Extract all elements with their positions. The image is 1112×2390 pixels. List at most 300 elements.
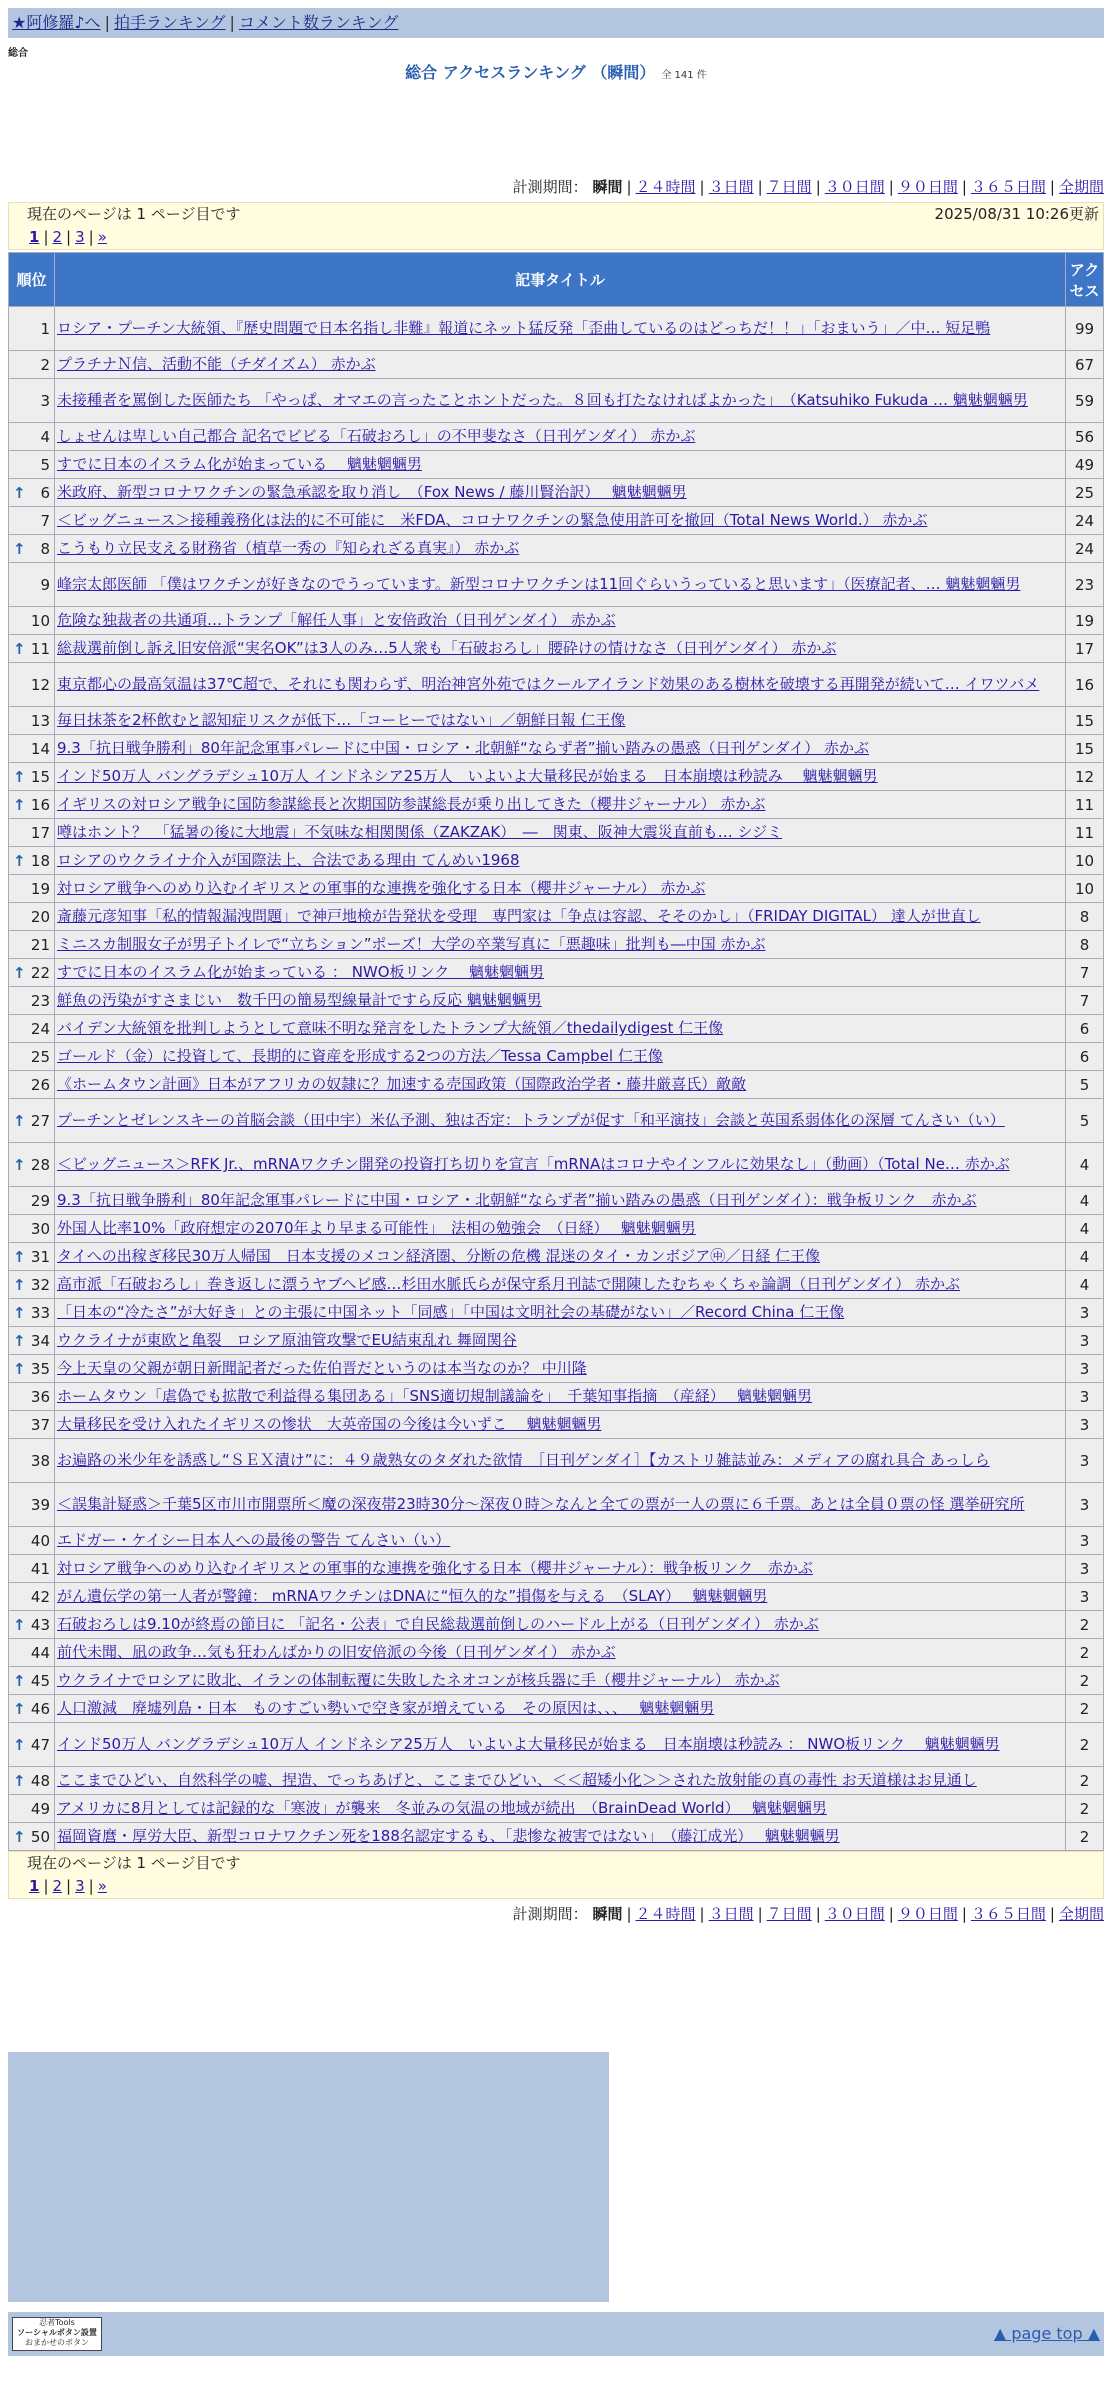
title-cell xyxy=(55,307,1066,351)
article-link[interactable]: 外国人比率10%「政府想定の2070年より早まる可能性」 法相の勉強会 （日経） 魑魅魍魎男 xyxy=(57,1219,696,1237)
ranking-table xyxy=(8,252,1104,1851)
table-row xyxy=(9,1099,1104,1143)
table-row xyxy=(9,1215,1104,1243)
rank-cell xyxy=(9,563,55,607)
period-24h-link[interactable]: ２４時間 xyxy=(635,1905,696,1923)
access-count: 17 xyxy=(1066,635,1104,663)
title-cell xyxy=(55,535,1066,563)
access-count: 3 xyxy=(1066,1411,1104,1439)
title-cell xyxy=(55,379,1066,423)
access-count: 56 xyxy=(1066,423,1104,451)
table-row xyxy=(9,607,1104,635)
rank-cell xyxy=(9,931,55,959)
rank-cell xyxy=(9,1071,55,1099)
rank-cell xyxy=(9,351,55,379)
article-link[interactable]: 9.3「抗日戦争勝利」80年記念軍事パレードに中国・ロシア・北朝鮮“ならず者”揃い踏みの愚惑（日刊ゲンダイ） 赤かぶ xyxy=(57,739,870,757)
rank-up-arrow-icon: ↑ xyxy=(13,483,26,502)
rank-cell xyxy=(9,1143,55,1187)
title-cell xyxy=(55,1723,1066,1767)
rank-cell xyxy=(9,819,55,847)
access-count: 4 xyxy=(1066,1243,1104,1271)
ad-placeholder[interactable] xyxy=(8,2052,609,2302)
pager-separator: | xyxy=(43,1877,49,1895)
title-cell xyxy=(55,1243,1066,1271)
article-link[interactable]: 危険な独裁者の共通項…トランプ「解任人事」と安倍政治（日刊ゲンダイ） 赤かぶ xyxy=(57,611,616,629)
article-link[interactable]: お遍路の米少年を誘惑し“ＳＥＸ漬け”に：４９歳熟女のタダれた欲情 ［日刊ゲンダイ］【カストリ雑誌並み：メディアの腐れ具合 あっしら xyxy=(57,1451,990,1469)
title-cell xyxy=(55,1767,1066,1795)
access-count: 10 xyxy=(1066,875,1104,903)
title-cell xyxy=(55,479,1066,507)
period-separator: | xyxy=(888,1905,894,1923)
article-link[interactable]: 噂はホント？ 「猛暑の後に大地震」不気味な相関関係（ZAKZAK） ― 関東、阪神大震災直前も… シジミ xyxy=(57,823,783,841)
page-link-current: 1 xyxy=(29,228,40,246)
article-link[interactable]: ＜ビッグニュース＞接種義務化は法的に不可能に 米FDA、コロナワクチンの緊急使用許可を撤回（Total News World.） 赤かぶ xyxy=(57,511,928,529)
title-cell xyxy=(55,987,1066,1015)
rank-number: 31 xyxy=(30,1247,50,1266)
rank-number: 46 xyxy=(30,1699,50,1718)
access-count: 3 xyxy=(1066,1383,1104,1411)
rank-cell xyxy=(9,1639,55,1667)
period-24h-link[interactable]: ２４時間 xyxy=(635,178,696,196)
article-link[interactable]: ホームタウン「虐偽でも拡散で利益得る集団ある」「SNS適切規制議論を」 千葉知事指摘 （産経） 魑魅魍魎男 xyxy=(57,1387,813,1405)
title-cell xyxy=(55,903,1066,931)
rank-cell xyxy=(9,763,55,791)
title-cell xyxy=(55,1383,1066,1411)
table-row xyxy=(9,451,1104,479)
table-row xyxy=(9,1723,1104,1767)
table-row xyxy=(9,479,1104,507)
access-count: 49 xyxy=(1066,451,1104,479)
period-separator: | xyxy=(1049,178,1055,196)
title-cell xyxy=(55,931,1066,959)
access-count: 7 xyxy=(1066,959,1104,987)
article-link[interactable]: 総裁選前倒し訴え旧安倍派“実名OK”は3人のみ…5人衆も「石破おろし」腰砕けの情けなさ（日刊ゲンダイ） 赤かぶ xyxy=(57,639,837,657)
rank-cell xyxy=(9,735,55,763)
table-row xyxy=(9,379,1104,423)
rank-number: 42 xyxy=(30,1587,50,1606)
table-row xyxy=(9,663,1104,707)
rank-number: 16 xyxy=(30,795,50,814)
access-count: 2 xyxy=(1066,1695,1104,1723)
rank-cell xyxy=(9,791,55,819)
article-link[interactable]: インド50万人 バングラデシュ10万人 インドネシア25万人 いよいよ大量移民が始まる 日本崩壊は秒読み ： NWO板リンク 魑魅魍魎男 xyxy=(57,1735,1000,1753)
rank-up-arrow-icon: ↑ xyxy=(13,1303,26,1322)
period-3d-link[interactable]: ３日間 xyxy=(708,178,754,196)
article-link[interactable]: ＜ビッグニュース＞RFK Jr.、mRNAワクチン開発の投資打ち切りを宣言「mRNAはコロナやインフルに効果なし」（動画）（Total Ne… 赤かぶ xyxy=(57,1155,1010,1173)
table-row xyxy=(9,1015,1104,1043)
page-link-next[interactable]: » xyxy=(97,228,107,246)
period-separator: | xyxy=(815,1905,821,1923)
table-row xyxy=(9,1583,1104,1611)
rank-number: 6 xyxy=(40,483,50,502)
access-count: 3 xyxy=(1066,1527,1104,1555)
rank-up-arrow-icon: ↑ xyxy=(13,851,26,870)
title-cell xyxy=(55,1271,1066,1299)
table-row xyxy=(9,1043,1104,1071)
table-row xyxy=(9,875,1104,903)
article-link[interactable]: 対ロシア戦争へのめり込むイギリスとの軍事的な連携を強化する日本（櫻井ジャーナル） 赤かぶ xyxy=(57,879,706,897)
title-cell xyxy=(55,819,1066,847)
article-link[interactable]: 東京都心の最高気温は37℃超で、それにも関わらず、明治神宮外苑ではクールアイランド効果のある樹林を破壊する再開発が続いて… イワツバメ xyxy=(57,675,1040,693)
access-count: 11 xyxy=(1066,819,1104,847)
rank-cell xyxy=(9,423,55,451)
table-row xyxy=(9,1327,1104,1355)
rank-number: 13 xyxy=(30,711,50,730)
rank-cell xyxy=(9,1243,55,1271)
rank-up-arrow-icon: ↑ xyxy=(13,1827,26,1846)
access-count: 2 xyxy=(1066,1767,1104,1795)
article-link[interactable]: 毎日抹茶を2杯飲むと認知症リスクが低下…「コーヒーではない」／朝鮮日報 仁王像 xyxy=(57,711,626,729)
period-7d-link[interactable]: ７日間 xyxy=(766,1905,812,1923)
title-cell xyxy=(55,791,1066,819)
table-row xyxy=(9,1271,1104,1299)
rank-cell xyxy=(9,663,55,707)
article-link[interactable]: しょせんは卑しい自己都合 記名でビビる「石破おろし」の不甲斐なさ（日刊ゲンダイ） 赤かぶ xyxy=(57,427,696,445)
rank-cell xyxy=(9,847,55,875)
article-link[interactable]: 大量移民を受け入れたイギリスの惨状 大英帝国の今後は今いずこ 魑魅魍魎男 xyxy=(57,1415,602,1433)
pager-separator: | xyxy=(43,228,49,246)
article-link[interactable]: 対ロシア戦争へのめり込むイギリスとの軍事的な連携を強化する日本（櫻井ジャーナル）：戦争板リンク 赤かぶ xyxy=(57,1559,813,1577)
table-row xyxy=(9,763,1104,791)
article-link[interactable]: 鮮魚の汚染がすさまじい 数千円の簡易型線量計ですら反応 魑魅魍魎男 xyxy=(57,991,542,1009)
rank-cell xyxy=(9,1611,55,1639)
rank-cell xyxy=(9,1187,55,1215)
table-row xyxy=(9,1143,1104,1187)
article-link[interactable]: バイデン大統領を批判しようとして意味不明な発言をしたトランプ大統領／thedailydigest 仁王像 xyxy=(57,1019,724,1037)
period-separator: | xyxy=(888,178,894,196)
article-link[interactable]: すでに日本のイスラム化が始まっている ： NWO板リンク 魑魅魍魎男 xyxy=(57,963,545,981)
access-count: 2 xyxy=(1066,1795,1104,1823)
rank-number: 50 xyxy=(30,1827,50,1846)
rank-cell xyxy=(9,903,55,931)
access-count: 4 xyxy=(1066,1187,1104,1215)
access-count: 10 xyxy=(1066,847,1104,875)
rank-cell xyxy=(9,479,55,507)
rank-number: 28 xyxy=(30,1155,50,1174)
page-link-2[interactable]: 2 xyxy=(52,1877,63,1895)
access-count: 7 xyxy=(1066,987,1104,1015)
table-row xyxy=(9,1695,1104,1723)
table-row xyxy=(9,819,1104,847)
rank-cell xyxy=(9,1299,55,1327)
table-row xyxy=(9,1071,1104,1099)
title-cell xyxy=(55,1215,1066,1243)
rank-up-arrow-icon: ↑ xyxy=(13,539,26,558)
article-link[interactable]: 米政府、新型コロナワクチンの緊急承認を取り消し （Fox News / 藤川賢治訳） 魑魅魍魎男 xyxy=(57,483,687,501)
table-row xyxy=(9,507,1104,535)
rank-number: 5 xyxy=(40,455,50,474)
page-link-3[interactable]: 3 xyxy=(75,228,85,246)
table-row xyxy=(9,1483,1104,1527)
article-link[interactable]: 9.3「抗日戦争勝利」80年記念軍事パレードに中国・ロシア・北朝鮮“ならず者”揃い踏みの愚惑（日刊ゲンダイ）：戦争板リンク 赤かぶ xyxy=(57,1191,977,1209)
ninja-social-button-badge[interactable] xyxy=(12,2317,102,2351)
article-link[interactable]: 斎藤元彦知事「私的情報漏洩問題」で神戸地検が告発状を受理 専門家は「争点は容認、そそのかし」（FRIDAY DIGITAL） 達人が世直し xyxy=(57,907,981,925)
table-row xyxy=(9,423,1104,451)
title-cell xyxy=(55,1555,1066,1583)
rank-number: 8 xyxy=(40,539,50,558)
rank-up-arrow-icon: ↑ xyxy=(13,767,26,786)
article-link[interactable]: 高市派「石破おろし」巻き返しに漂うヤブヘビ感…杉田水脈氏らが保守系月刊誌で開陳したむちゃくちゃ論調（日刊ゲンダイ） 赤かぶ xyxy=(57,1275,960,1293)
updated-timestamp: 2025/08/31 10:26更新 xyxy=(934,205,1099,223)
article-link[interactable]: アメリカに8月としては記録的な「寒波」が襲来 冬並みの気温の地域が続出 （BrainDead World） 魑魅魍魎男 xyxy=(57,1799,827,1817)
period-30d-link[interactable]: ３０日間 xyxy=(824,178,885,196)
rank-number: 10 xyxy=(30,611,50,630)
access-count: 8 xyxy=(1066,931,1104,959)
title-cell xyxy=(55,351,1066,379)
period-all-link[interactable]: 全期間 xyxy=(1058,1905,1104,1923)
table-row xyxy=(9,635,1104,663)
period-separator: | xyxy=(757,178,763,196)
clap-ranking-link[interactable]: 拍手ランキング xyxy=(113,13,226,32)
rank-number: 2 xyxy=(40,355,50,374)
access-count: 15 xyxy=(1066,735,1104,763)
rank-number: 36 xyxy=(30,1387,50,1406)
pager-top xyxy=(8,202,1104,250)
table-row xyxy=(9,959,1104,987)
access-count: 3 xyxy=(1066,1299,1104,1327)
title-cell xyxy=(55,707,1066,735)
page-link-next[interactable]: » xyxy=(97,1877,107,1895)
title-cell xyxy=(55,1439,1066,1483)
table-row xyxy=(9,351,1104,379)
title-cell xyxy=(55,1667,1066,1695)
table-row xyxy=(9,1667,1104,1695)
article-link[interactable]: ロシアのウクライナ介入が国際法上、合法である理由 てんめい1968 xyxy=(57,851,520,869)
article-link[interactable]: ウクライナでロシアに敗北、イランの体制転覆に失敗したネオコンが核兵器に手（櫻井ジャーナル） 赤かぶ xyxy=(57,1671,780,1689)
title-cell xyxy=(55,635,1066,663)
ranking-body xyxy=(9,307,1104,1851)
rank-number: 27 xyxy=(30,1111,50,1130)
rank-cell xyxy=(9,1015,55,1043)
period-selector-bottom xyxy=(513,1903,1104,1924)
rank-number: 17 xyxy=(30,823,50,842)
rank-number: 12 xyxy=(30,675,50,694)
rank-number: 37 xyxy=(30,1415,50,1434)
title-cell xyxy=(55,1611,1066,1639)
rank-cell xyxy=(9,1355,55,1383)
rank-number: 18 xyxy=(30,851,50,870)
title-cell xyxy=(55,1695,1066,1723)
rank-number: 29 xyxy=(30,1191,50,1210)
title-cell xyxy=(55,1823,1066,1851)
article-link[interactable]: タイへの出稼ぎ移民30万人帰国 日本支援のメコン経済圏、分断の危機 混迷のタイ・カンボジア㊥／日経 仁王像 xyxy=(57,1247,821,1265)
rank-number: 15 xyxy=(30,767,50,786)
page-top-link[interactable]: ▲ page top ▲ xyxy=(993,2324,1100,2343)
rank-number: 19 xyxy=(30,879,50,898)
page-link-2[interactable]: 2 xyxy=(52,228,63,246)
rank-cell xyxy=(9,1583,55,1611)
nav-separator: | xyxy=(229,13,235,32)
article-link[interactable]: 未接種者を罵倒した医師たち 「やっぱ、オマエの言ったことホントだった。８回も打たなければよかった」 （Katsuhiko Fukuda … 魑魅魍魎男 xyxy=(57,391,1028,409)
article-link[interactable]: エドガー・ケイシー日本人への最後の警告 てんさい（い） xyxy=(57,1531,451,1549)
table-row xyxy=(9,1187,1104,1215)
rank-up-arrow-icon: ↑ xyxy=(13,1275,26,1294)
period-3d-link[interactable]: ３日間 xyxy=(708,1905,754,1923)
rank-number: 9 xyxy=(40,575,50,594)
article-link[interactable]: すでに日本のイスラム化が始まっている 魑魅魍魎男 xyxy=(57,455,422,473)
period-separator: | xyxy=(626,1905,632,1923)
access-count: 3 xyxy=(1066,1555,1104,1583)
table-row xyxy=(9,903,1104,931)
rank-number: 1 xyxy=(40,319,50,338)
article-link[interactable]: ここまでひどい、自然科学の嘘、捏造、でっちあげと、ここまでひどい、＜＜超矮小化＞＞された放射能の真の毒性 お天道様はお見通し xyxy=(57,1771,977,1789)
access-count: 16 xyxy=(1066,663,1104,707)
article-link[interactable]: インド50万人 バングラデシュ10万人 インドネシア25万人 いよいよ大量移民が始まる 日本崩壊は秒読み 魑魅魍魎男 xyxy=(57,767,878,785)
period-current: 瞬間 xyxy=(592,178,623,196)
ninja-badge-line: 忍者Tools xyxy=(39,2318,75,2327)
article-link[interactable]: ゴールド（金）に投資して、長期的に資産を形成する2つの方法／Tessa Campbel 仁王像 xyxy=(57,1047,663,1065)
title-cell xyxy=(55,1411,1066,1439)
rank-up-arrow-icon: ↑ xyxy=(13,1247,26,1266)
page-link-3[interactable]: 3 xyxy=(75,1877,85,1895)
article-link[interactable]: ロシア・プーチン大統領、『歴史問題で日本名指し非難』報道にネット猛反発「歪曲しているのはどっちだ！！」「おまいう」／中… 短足鴨 xyxy=(57,319,991,337)
rank-number: 40 xyxy=(30,1531,50,1550)
article-link[interactable]: プラチナＮ信、活動不能（チダイズム） 赤かぶ xyxy=(57,355,376,373)
article-link[interactable]: ＜誤集計疑惑＞千葉5区市川市開票所＜魔の深夜帯23時30分〜深夜０時＞なんと全ての票が一人の票に６千票。あとは全員０票の怪 選挙研究所 xyxy=(57,1495,1025,1513)
period-365d-link[interactable]: ３６５日間 xyxy=(970,1905,1046,1923)
table-row xyxy=(9,1823,1104,1851)
article-link[interactable]: 石破おろしは9.10が終焉の節目に 「記名・公表」で自民総裁選前倒しのハードル上がる（日刊ゲンダイ） 赤かぶ xyxy=(57,1615,819,1633)
table-header-row xyxy=(9,253,1104,307)
rank-number: 41 xyxy=(30,1559,50,1578)
article-link[interactable]: 前代未聞、凪の政争…気も狂わんばかりの旧安倍派の今後（日刊ゲンダイ） 赤かぶ xyxy=(57,1643,616,1661)
title-cell xyxy=(55,1639,1066,1667)
title-cell xyxy=(55,763,1066,791)
title-cell xyxy=(55,1043,1066,1071)
rank-cell xyxy=(9,1527,55,1555)
rank-cell xyxy=(9,1723,55,1767)
rank-cell xyxy=(9,1795,55,1823)
rank-cell xyxy=(9,507,55,535)
period-label: 計測期間： xyxy=(512,1905,588,1923)
access-count: 6 xyxy=(1066,1043,1104,1071)
rank-up-arrow-icon: ↑ xyxy=(13,963,26,982)
title-cell xyxy=(55,1071,1066,1099)
title-cell xyxy=(55,1583,1066,1611)
article-link[interactable]: 今上天皇の父親が朝日新聞記者だった佐伯晋だというのは本当なのか？ 中川隆 xyxy=(57,1359,587,1377)
table-row xyxy=(9,307,1104,351)
current-page-text: 現在のページは 1 ページ目です xyxy=(27,1854,241,1872)
access-count: 99 xyxy=(1066,307,1104,351)
period-selector xyxy=(513,176,1104,197)
table-row xyxy=(9,1243,1104,1271)
table-row xyxy=(9,1639,1104,1667)
period-all-link[interactable]: 全期間 xyxy=(1058,178,1104,196)
article-link[interactable]: 《ホームタウン計画》日本がアフリカの奴隷に？加速する売国政策（国際政治学者・藤井厳喜氏）敵敵 xyxy=(57,1075,747,1093)
period-separator: | xyxy=(626,178,632,196)
header-title: 記事タイトル xyxy=(55,253,1066,307)
article-link[interactable]: 福岡資麿・厚労大臣、新型コロナワクチン死を188名認定するも、「悲惨な被害ではない」 （藤江成光） 魑魅魍魎男 xyxy=(57,1827,840,1845)
rank-number: 4 xyxy=(40,427,50,446)
table-row xyxy=(9,1555,1104,1583)
article-link[interactable]: こうもり立民支える財務省（植草一秀の『知られざる真実』） 赤かぶ xyxy=(57,539,520,557)
table-row xyxy=(9,1383,1104,1411)
access-count: 5 xyxy=(1066,1071,1104,1099)
access-count: 4 xyxy=(1066,1215,1104,1243)
title-cell xyxy=(55,847,1066,875)
period-separator: | xyxy=(1049,1905,1055,1923)
access-count: 12 xyxy=(1066,763,1104,791)
rank-cell xyxy=(9,1695,55,1723)
rank-number: 45 xyxy=(30,1671,50,1690)
access-count: 2 xyxy=(1066,1823,1104,1851)
article-link[interactable]: ウクライナが東欧と亀裂 ロシア原油管攻撃でEU結束乱れ 舞岡関谷 xyxy=(57,1331,517,1349)
ninja-badge-line: おまかせのボタン xyxy=(25,2338,89,2347)
rank-cell xyxy=(9,1411,55,1439)
pager-separator: | xyxy=(66,228,72,246)
title-cell xyxy=(55,607,1066,635)
period-90d-link[interactable]: ９０日間 xyxy=(897,1905,958,1923)
rank-up-arrow-icon: ↑ xyxy=(13,639,26,658)
comment-ranking-link[interactable]: コメント数ランキング xyxy=(238,13,399,32)
page-title xyxy=(0,60,1112,83)
rank-cell xyxy=(9,1383,55,1411)
table-row xyxy=(9,1795,1104,1823)
rank-number: 26 xyxy=(30,1075,50,1094)
rank-up-arrow-icon: ↑ xyxy=(13,1615,26,1634)
article-link[interactable]: イギリスの対ロシア戦争に国防参謀総長と次期国防参謀総長が乗り出してきた（櫻井ジャーナル） 赤かぶ xyxy=(57,795,766,813)
access-count: 6 xyxy=(1066,1015,1104,1043)
rank-cell xyxy=(9,1667,55,1695)
rank-cell xyxy=(9,379,55,423)
article-link[interactable]: 「日本の“冷たさ”が大好き」との主張に中国ネット「同感」「中国は文明社会の基礎がない」／Record China 仁王像 xyxy=(57,1303,845,1321)
title-cell xyxy=(55,1355,1066,1383)
rank-cell xyxy=(9,987,55,1015)
period-7d-link[interactable]: ７日間 xyxy=(766,178,812,196)
header-rank: 順位 xyxy=(9,253,55,307)
access-count: 4 xyxy=(1066,1143,1104,1187)
top-nav-bar xyxy=(8,8,1104,38)
table-row xyxy=(9,1411,1104,1439)
period-label: 計測期間： xyxy=(512,178,588,196)
article-link[interactable]: プーチンとゼレンスキーの首脳会談（田中宇）米仏予測、独は否定：トランプが促す「和平演技」会談と英国系弱体化の深層 てんさい（い） xyxy=(57,1111,1005,1129)
period-30d-link[interactable]: ３０日間 xyxy=(824,1905,885,1923)
access-count: 5 xyxy=(1066,1099,1104,1143)
rank-cell xyxy=(9,535,55,563)
period-current: 瞬間 xyxy=(592,1905,623,1923)
article-link[interactable]: 峰宗太郎医師 「僕はワクチンが好きなのでうっています。新型コロナワクチンは11回ぐらいうっていると思います」（医療記者、… 魑魅魍魎男 xyxy=(57,575,1021,593)
title-cell xyxy=(55,1327,1066,1355)
access-count: 8 xyxy=(1066,903,1104,931)
access-count: 2 xyxy=(1066,1723,1104,1767)
rank-cell xyxy=(9,307,55,351)
title-cell xyxy=(55,959,1066,987)
ninja-badge-line: ソーシャルボタン設置 xyxy=(17,2328,97,2337)
rank-up-arrow-icon: ↑ xyxy=(13,1771,26,1790)
rank-up-arrow-icon: ↑ xyxy=(13,1155,26,1174)
period-separator: | xyxy=(699,178,705,196)
title-cell xyxy=(55,663,1066,707)
access-count: 3 xyxy=(1066,1583,1104,1611)
rank-number: 3 xyxy=(40,391,50,410)
period-separator: | xyxy=(757,1905,763,1923)
rank-cell xyxy=(9,1483,55,1527)
article-link[interactable]: ミニスカ制服女子が男子トイレで“立ちション”ポーズ！大学の卒業写真に「悪趣味」批判も―中国 赤かぶ xyxy=(57,935,766,953)
rank-number: 44 xyxy=(30,1643,50,1662)
page-link-current: 1 xyxy=(29,1877,40,1895)
table-row xyxy=(9,535,1104,563)
table-row xyxy=(9,1299,1104,1327)
nav-separator: | xyxy=(104,13,110,32)
rank-cell xyxy=(9,1043,55,1071)
article-link[interactable]: がん遺伝学の第一人者が警鐘： mRNAワクチンはDNAに“恒久的な”損傷を与える （SLAY） 魑魅魍魎男 xyxy=(57,1587,768,1605)
period-90d-link[interactable]: ９０日間 xyxy=(897,178,958,196)
home-link[interactable]: ★阿修羅♪へ xyxy=(12,13,101,32)
period-365d-link[interactable]: ３６５日間 xyxy=(970,178,1046,196)
rank-number: 33 xyxy=(30,1303,50,1322)
article-link[interactable]: 人口激減 廃墟列島・日本 ものすごい勢いで空き家が増えている その原因は、、、 魑魅魍魎男 xyxy=(57,1699,715,1717)
access-count: 3 xyxy=(1066,1483,1104,1527)
